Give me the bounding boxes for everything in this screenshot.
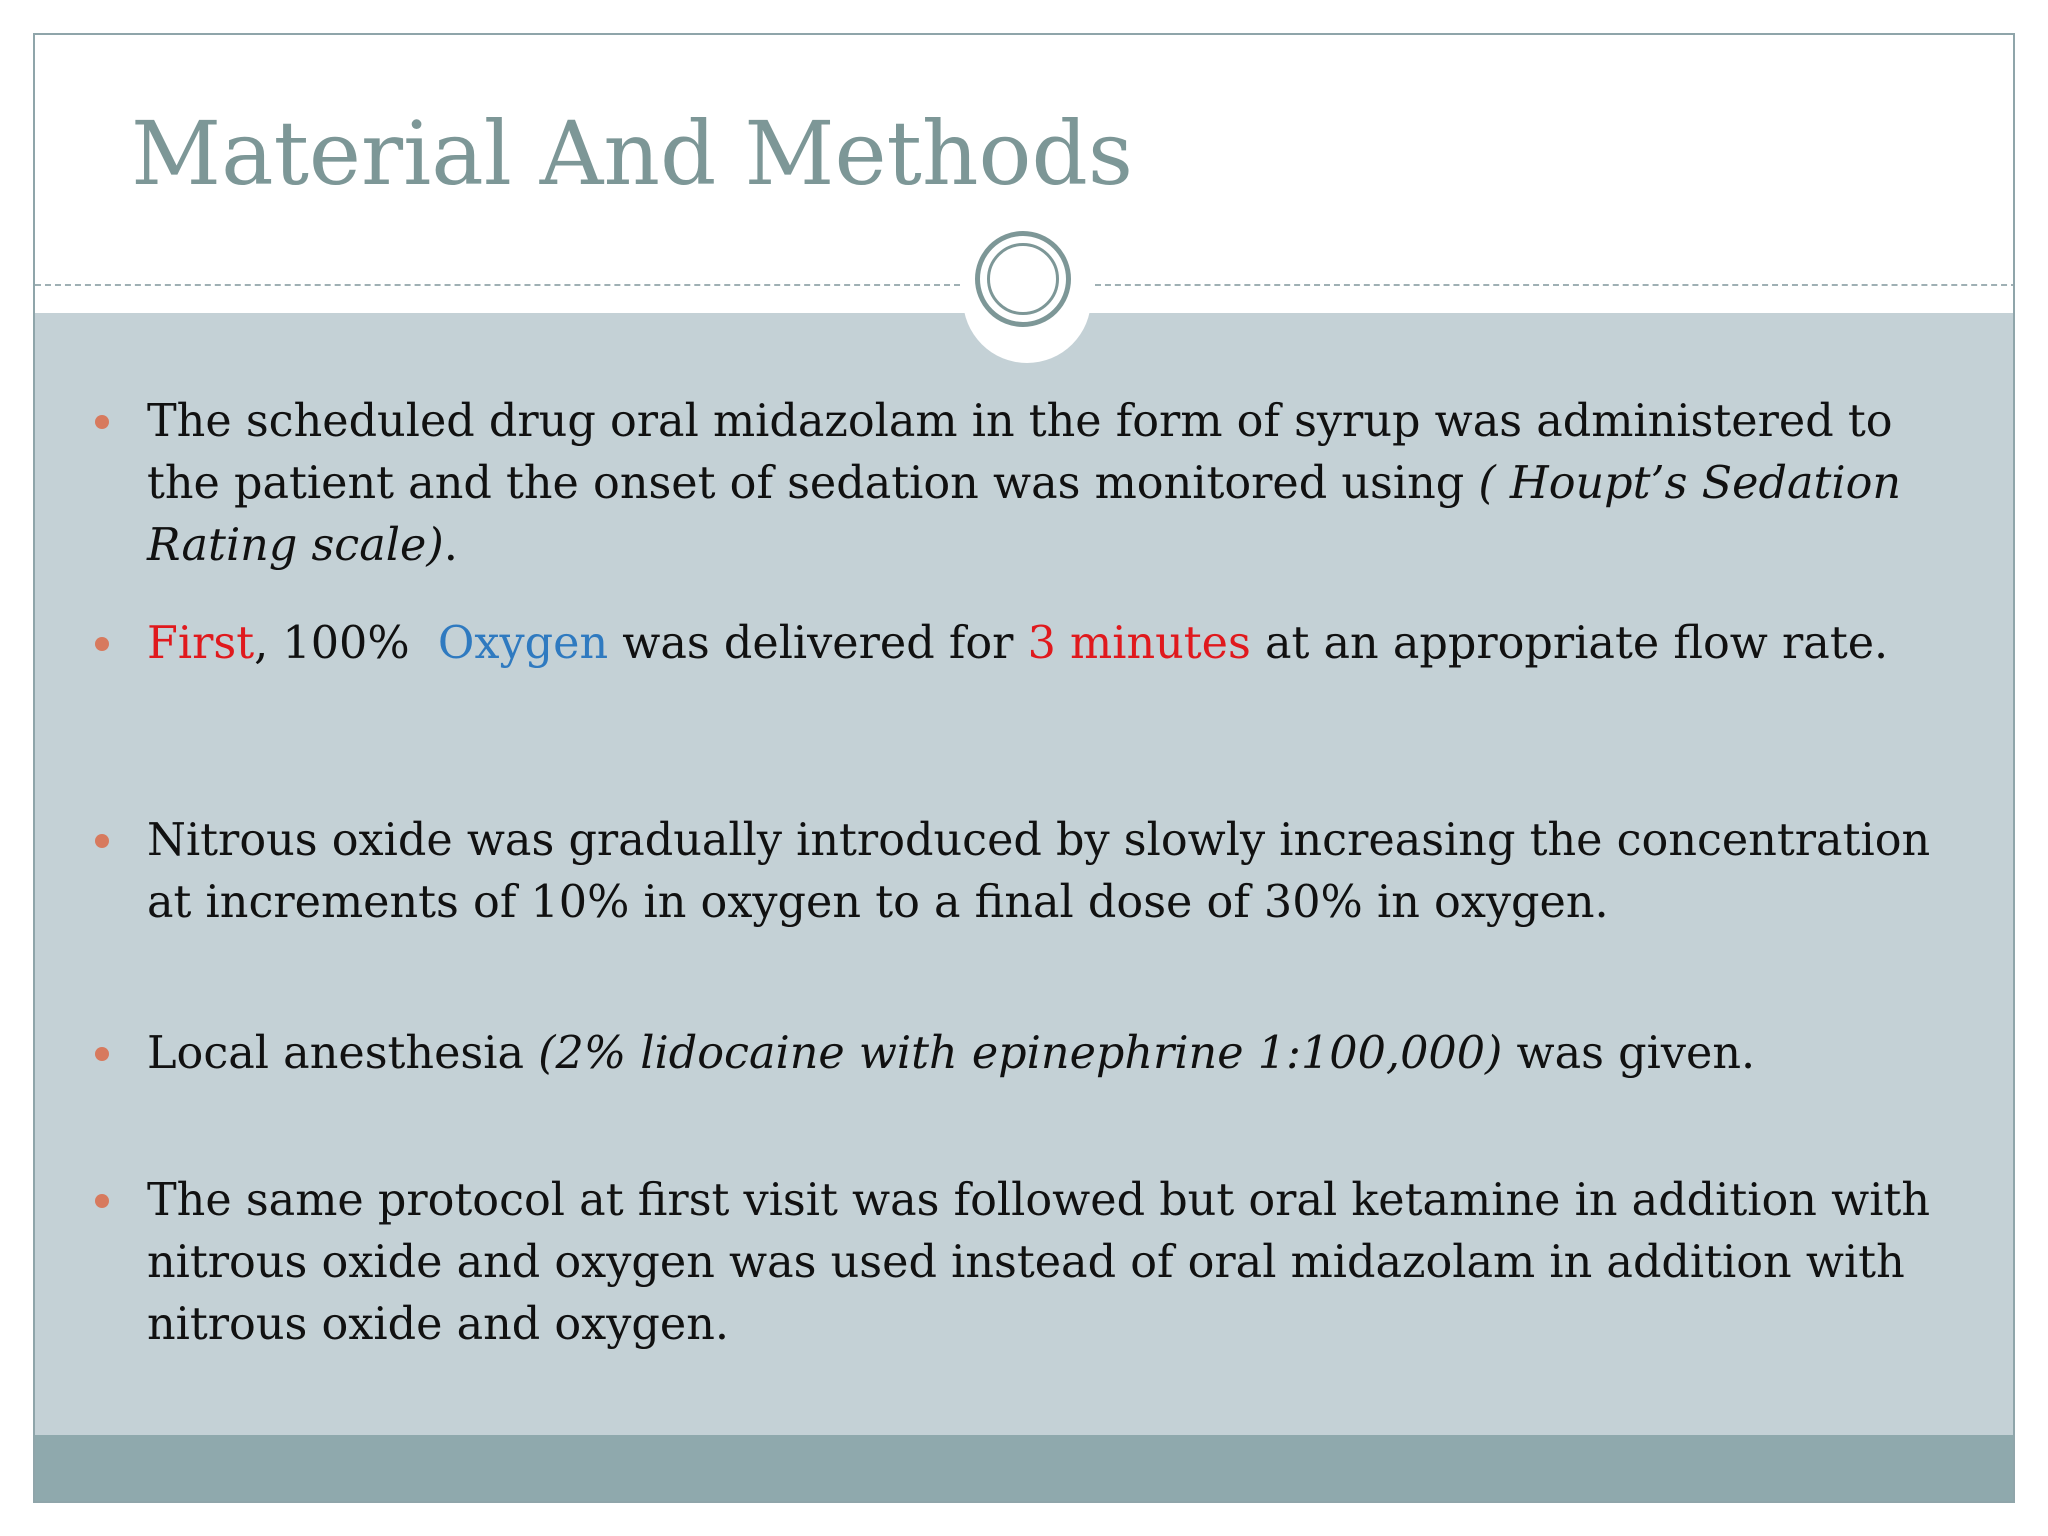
bullet-text: , 100% xyxy=(254,618,438,669)
highlight-oxygen: Oxygen xyxy=(437,618,609,669)
highlight-first: First xyxy=(147,618,255,669)
bullet-item-sedation xyxy=(147,391,1967,577)
bullet-text-mid: was delivered for xyxy=(608,618,1028,669)
bullet-item-oxygen xyxy=(147,613,1967,675)
title-divider-left xyxy=(35,284,960,286)
bullet-italic-scale: ( Houpt’s Sedation Rating scale) xyxy=(147,458,1902,571)
content-area xyxy=(35,313,2013,1435)
double-ring-icon xyxy=(975,231,1071,327)
bullet-italic-dose: (2% lidocaine with epinephrine 1:100,000) xyxy=(538,1028,1503,1079)
title-divider-right xyxy=(1095,284,2015,286)
bullet-dot-icon xyxy=(95,415,109,429)
bullet-text: The same protocol at first visit was followed but oral ketamine in addition with nitrous oxide and oxygen was used instead of oral midazolam in addition with nitrous oxide and oxygen. xyxy=(147,1175,1930,1350)
bullet-dot-icon xyxy=(95,1047,109,1061)
footer-bar xyxy=(35,1435,2013,1503)
bullet-text-end: . xyxy=(443,520,458,571)
bullet-item-protocol xyxy=(147,1170,1967,1356)
bullet-text: Nitrous oxide was gradually introduced by slowly increasing the concentration at increments of 10% in oxygen to a final dose of 30% in oxygen. xyxy=(147,815,1931,928)
bullet-dot-icon xyxy=(95,637,109,651)
ring-inner xyxy=(987,243,1059,315)
bullet-dot-icon xyxy=(95,834,109,848)
bullet-text: Local anesthesia xyxy=(147,1028,539,1079)
bullet-item-local-anesthesia xyxy=(147,1023,1967,1085)
bullet-text-end: was given. xyxy=(1502,1028,1756,1079)
highlight-duration: 3 minutes xyxy=(1027,618,1251,669)
bullet-text: The scheduled drug oral midazolam in the form of syrup was administered to the patient and the onset of sedation was monitored using xyxy=(147,396,1893,509)
slide xyxy=(33,33,2015,1503)
slide-title: Material And Methods xyxy=(131,102,1134,205)
bullet-dot-icon xyxy=(95,1194,109,1208)
bullet-item-nitrous-oxide xyxy=(147,810,1967,934)
bullet-text-end: at an appropriate flow rate. xyxy=(1250,618,1889,669)
